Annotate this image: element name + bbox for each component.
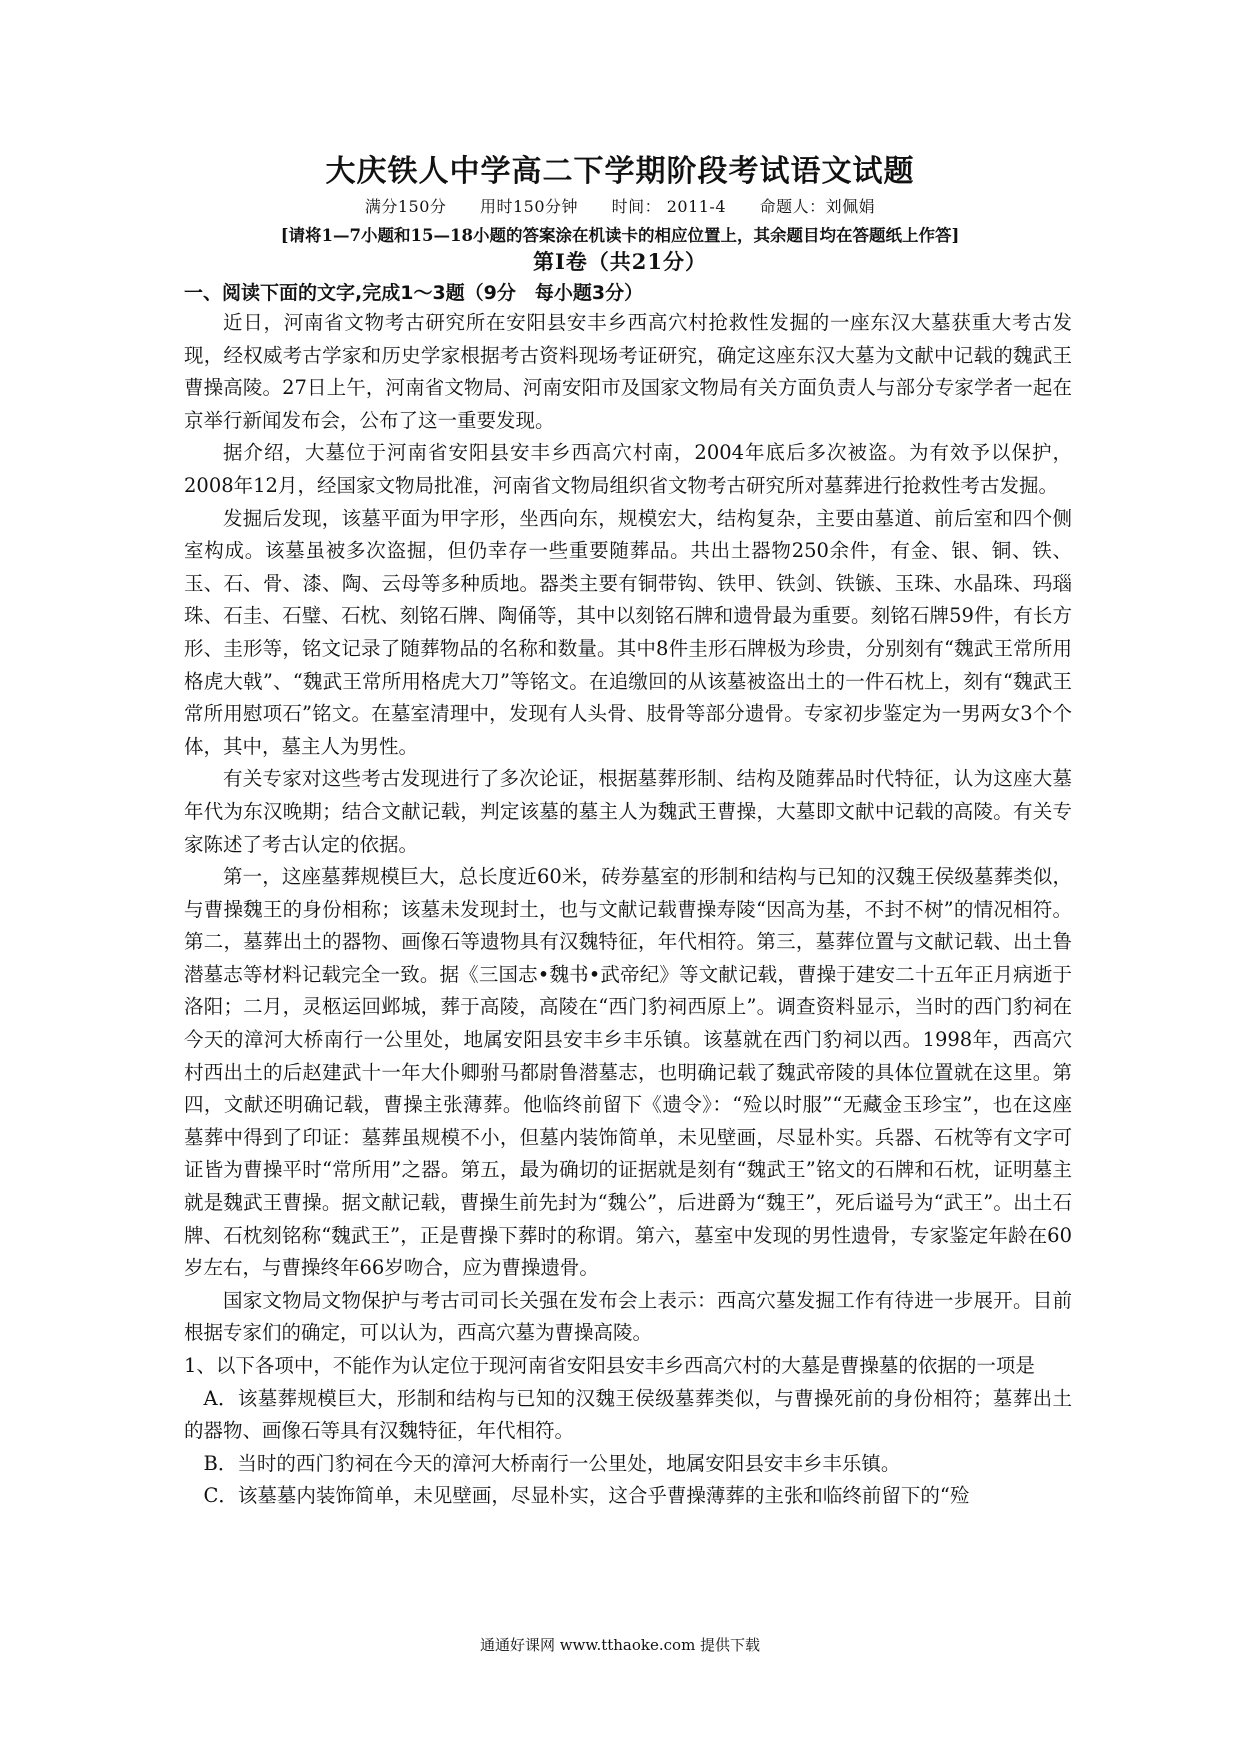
- paragraph: 国家文物局文物保护与考古司司长关强在发布会上表示：西高穴墓发掘工作有待进一步展开。目前根据专家们的确定，可以认为，西高穴墓为曹操高陵。: [184, 1288, 1072, 1345]
- paragraph: 发掘后发现，该墓平面为甲字形，坐西向东，规模宏大，结构复杂，主要由墓道、前后室和四个侧室构成。该墓虽被多次盗掘，但仍幸存一些重要随葬品。共出土器物250余件，有金、银、铜、铁、玉、石、骨、漆、陶、云母等多种质地。器类主要有铜带钩、铁甲、铁剑、铁镞、玉珠、水晶珠、玛瑙珠、石圭、石璧、石枕、刻铭石牌、陶俑等，其中以刻铭石牌和遗骨最为重要。刻铭石牌59件，有长方形、圭形等，铭文记录了随葬物品的名称和数量。其中8件圭形石牌极为珍贵，分别刻有“魏武王常所用格虎大戟”、“魏武王常所用格虎大刀”等铭文。在追缴回的从该墓被盗出土的一件石枕上，刻有“魏武王常所用慰项石”铭文。在墓室清理中，发现有人头骨、肢骨等部分遗骨。专家初步鉴定为一男两女3个个体，其中，墓主人为男性。: [184, 506, 1072, 758]
- full-score: 满分150分: [364, 197, 447, 216]
- question-option-c: C．该墓墓内装饰简单，未见壁画，尽显朴实，这合乎曹操薄葬的主张和临终前留下的“殓: [203, 1484, 970, 1508]
- paragraph: 近日，河南省文物考古研究所在安阳县安丰乡西高穴村抢救性发掘的一座东汉大墓获重大考古发现，经权威考古学家和历史学家根据考古资料现场考证研究，确定这座东汉大墓为文献中记载的魏武王曹操高陵。27日上午，河南省文物局、河南安阳市及国家文物局有关方面负责人与部分专家学者一起在京举行新闻发布会，公布了这一重要发现。: [184, 311, 1072, 432]
- author: 命题人：刘佩娟: [759, 197, 876, 216]
- page-title: 大庆铁人中学高二下学期阶段考试语文试题: [325, 154, 915, 189]
- passage-body: [184, 307, 1072, 1513]
- section-heading: 一、阅读下面的文字,完成1～3题（9分 每小题3分）: [184, 282, 644, 304]
- paragraph: 第一，这座墓葬规模巨大，总长度近60米，砖券墓室的形制和结构与已知的汉魏王侯级墓葬类似，与曹操魏王的身份相称；该墓未发现封土，也与文献记载曹操寿陵“因高为基，不封不树”的情况相符。第二，墓葬出土的器物、画像石等遗物具有汉魏特征，年代相符。第三，墓葬位置与文献记载、出土鲁潜墓志等材料记载完全一致。据《三国志•魏书•武帝纪》等文献记载，曹操于建安二十五年正月病逝于洛阳；二月，灵柩运回邺城，葬于高陵，高陵在“西门豹祠西原上”。调查资料显示，当时的西门豹祠在今天的漳河大桥南行一公里处，地属安阳县安丰乡丰乐镇。该墓就在西门豹祠以西。1998年，西高穴村西出土的后赵建武十一年大仆卿驸马都尉鲁潜墓志，也明确记载了魏武帝陵的具体位置就在这里。第四，文献还明确记载，曹操主张薄葬。他临终前留下《遗令》：“殓以时服”“无藏金玉珍宝”，也在这座墓葬中得到了印证：墓葬虽规模不小，但墓内装饰简单，未见壁画，尽显朴实。兵器、石枕等有文字可证皆为曹操平时“常所用”之器。第五，最为确切的证据就是刻有“魏武王”铭文的石牌和石枕，证明墓主就是魏武王曹操。据文献记载，曹操生前先封为“魏公”，后进爵为“魏王”，死后谥号为“武王”。出土石牌、石枕刻铭称“魏武王”，正是曹操下葬时的称谓。第六，墓室中发现的男性遗骨，专家鉴定年龄在60岁左右，与曹操终年66岁吻合，应为曹操遗骨。: [184, 865, 1072, 1280]
- volume-heading: 第Ⅰ卷（共21分）: [532, 249, 708, 274]
- question-option-b: B．当时的西门豹祠在今天的漳河大桥南行一公里处，地属安阳县安丰乡丰乐镇。: [203, 1451, 901, 1475]
- duration: 用时150分钟: [479, 197, 579, 216]
- answer-instruction: [请将1—7小题和15—18小题的答案涂在机读卡的相应位置上，其余题目均在答题纸上作答]: [280, 226, 960, 245]
- paragraph: 有关专家对这些考古发现进行了多次论证，根据墓葬形制、结构及随葬品时代特征，认为这座大墓年代为东汉晚期；结合文献记载，判定该墓的墓主人为魏武王曹操，大墓即文献中记载的高陵。有关专家陈述了考古认定的依据。: [184, 767, 1072, 856]
- question-option-a: A．该墓葬规模巨大，形制和结构与已知的汉魏王侯级墓葬类似，与曹操死前的身份相符；墓葬出土的器物、画像石等具有汉魏特征，年代相符。: [184, 1386, 1072, 1443]
- paragraph: 据介绍，大墓位于河南省安阳县安丰乡西高穴村南，2004年底后多次被盗。为有效予以保护，2008年12月，经国家文物局批准，河南省文物局组织省文物考古研究所对墓葬进行抢救性考古发掘。: [184, 441, 1072, 497]
- exam-date: 时间： 2011-4: [611, 197, 727, 216]
- question-stem: 1、以下各项中，不能作为认定位于现河南省安阳县安丰乡西高穴村的大墓是曹操墓的依据的一项是: [184, 1354, 1035, 1377]
- exam-meta: [0, 194, 1240, 217]
- page-footer: 通通好课网 www.tthaoke.com 提供下载: [479, 1636, 761, 1654]
